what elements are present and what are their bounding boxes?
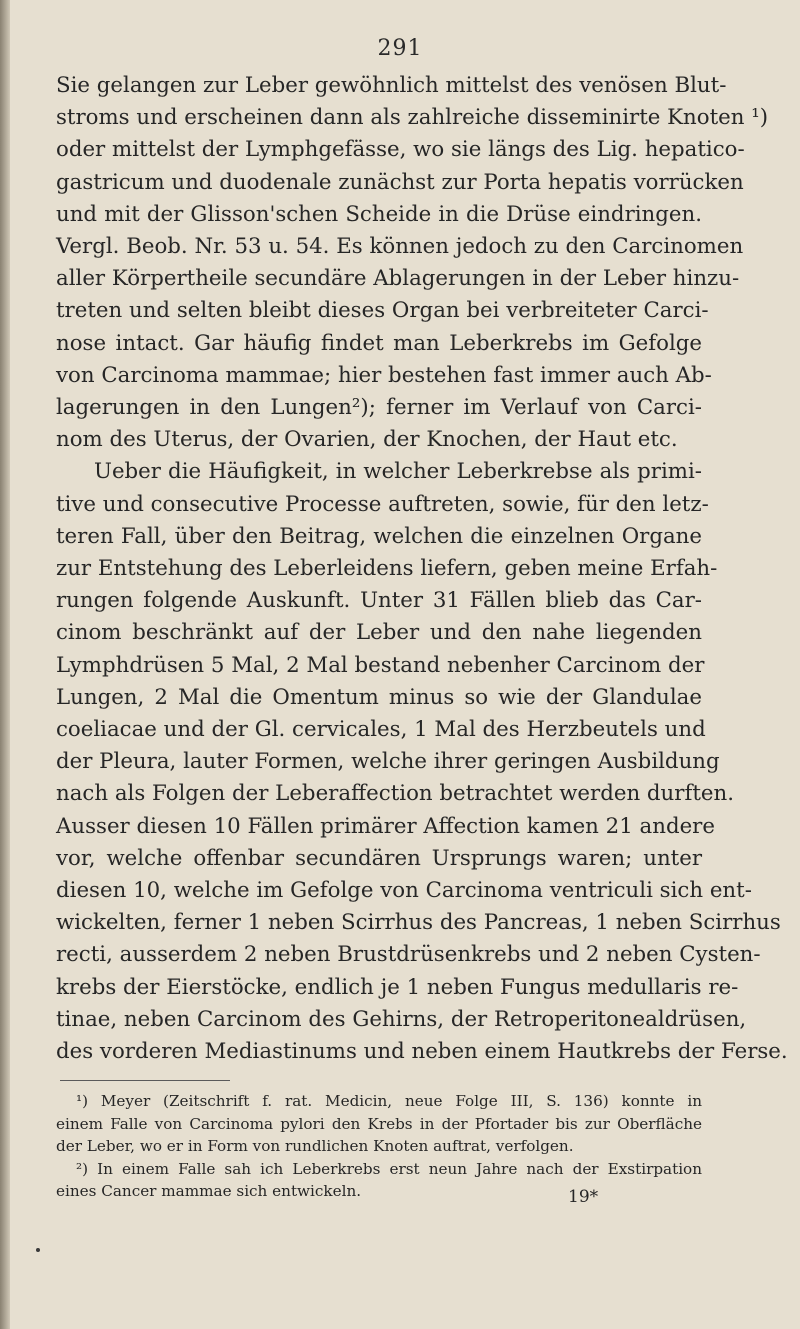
footnote-line: ¹) Meyer (Zeitschrift f. rat. Medicin, neue Folge III, S. 136) konnte in (76, 1092, 702, 1110)
footnote-line: eines Cancer mammae sich entwickeln. (56, 1182, 362, 1200)
text-line: tive und consecutive Processe auftreten, sowie, für den letz- (56, 491, 709, 517)
text-line: cinom beschränkt auf der Leber und den nahe liegenden (56, 620, 702, 646)
text-line: oder mittelst der Lymphgefässe, wo sie längs des Lig. hepatico- (56, 137, 745, 163)
text-line: Sie gelangen zur Leber gewöhnlich mittelst des venösen Blut- (56, 73, 727, 98)
paper-speck (36, 1248, 40, 1252)
text-line: zur Entstehung des Leberleidens liefern, geben meine Erfah- (56, 556, 718, 582)
footnote-line: ²) In einem Falle sah ich Leberkrebs erst neun Jahre nach der Exstirpation (76, 1159, 702, 1178)
text-line: der Pleura, lauter Formen, welche ihrer geringen Ausbildung (56, 749, 720, 775)
footnotes (56, 1090, 702, 1203)
text-line: lagerungen in den Lungen²); ferner im Verlauf von Carci- (56, 395, 702, 421)
page-binding-edge (0, 0, 10, 1329)
text-line: Ausser diesen 10 Fällen primärer Affection kamen 21 andere (56, 813, 715, 839)
footnote-divider (60, 1080, 230, 1081)
text-line: coeliacae und der Gl. cervicales, 1 Mal des Herzbeutels und (56, 717, 706, 743)
text-line: treten und selten bleibt dieses Organ bei verbreiteter Carci- (56, 298, 709, 324)
text-line: nose intact. Gar häufig findet man Leberkrebs im Gefolge (56, 330, 702, 356)
text-line: nach als Folgen der Leberaffection betrachtet werden durften. (56, 781, 734, 807)
text-line: teren Fall, über den Beitrag, welchen die einzelnen Organe (56, 523, 702, 549)
footnote-line: der Leber, wo er in Form von rundlichen Knoten auftrat, verfolgen. (56, 1137, 574, 1155)
footnote-line: einem Falle von Carcinoma pylori den Krebs in der Pfortader bis zur Oberfläche (56, 1114, 702, 1133)
page-number: 291 (377, 36, 423, 61)
text-line: Lungen, 2 Mal die Omentum minus so wie der Glandulae (56, 684, 702, 710)
text-line: recti, ausserdem 2 neben Brustdrüsenkrebs und 2 neben Cysten- (56, 942, 761, 968)
text-line: Lymphdrüsen 5 Mal, 2 Mal bestand nebenher Carcinom der (56, 652, 705, 678)
signature-mark: 19* (568, 1187, 599, 1207)
text-line: Ueber die Häufigkeit, in welcher Leberkrebse als primi- (94, 459, 702, 485)
text-line: stroms und erscheinen dann als zahlreiche disseminirte Knoten ¹) (56, 105, 769, 131)
text-line: nom des Uterus, der Ovarien, der Knochen, der Haut etc. (56, 427, 678, 453)
text-line: tinae, neben Carcinom des Gehirns, der Retroperitonealdrüsen, (56, 1006, 747, 1032)
text-line: gastricum und duodenale zunächst zur Porta hepatis vorrücken (56, 169, 744, 195)
text-line: rungen folgende Auskunft. Unter 31 Fällen blieb das Car- (56, 588, 702, 614)
text-line: wickelten, ferner 1 neben Scirrhus des Pancreas, 1 neben Scirrhus (56, 910, 781, 936)
text-line: krebs der Eierstöcke, endlich je 1 neben Fungus medullaris re- (56, 974, 739, 1000)
text-line: von Carcinoma mammae; hier bestehen fast immer auch Ab- (56, 362, 712, 388)
text-line: aller Körpertheile secundäre Ablagerungen in der Leber hinzu- (56, 266, 740, 292)
text-line: Vergl. Beob. Nr. 53 u. 54. Es können jedoch zu den Carcinomen (56, 234, 744, 260)
text-line: des vorderen Mediastinums und neben einem Hautkrebs der Ferse. (56, 1039, 788, 1065)
text-line: vor, welche offenbar secundären Ursprungs waren; unter (56, 845, 702, 871)
main-text (56, 70, 788, 1068)
text-line: diesen 10, welche im Gefolge von Carcinoma ventriculi sich ent- (56, 878, 752, 904)
text-line: und mit der Glisson'schen Scheide in die Drüse eindringen. (56, 201, 702, 227)
